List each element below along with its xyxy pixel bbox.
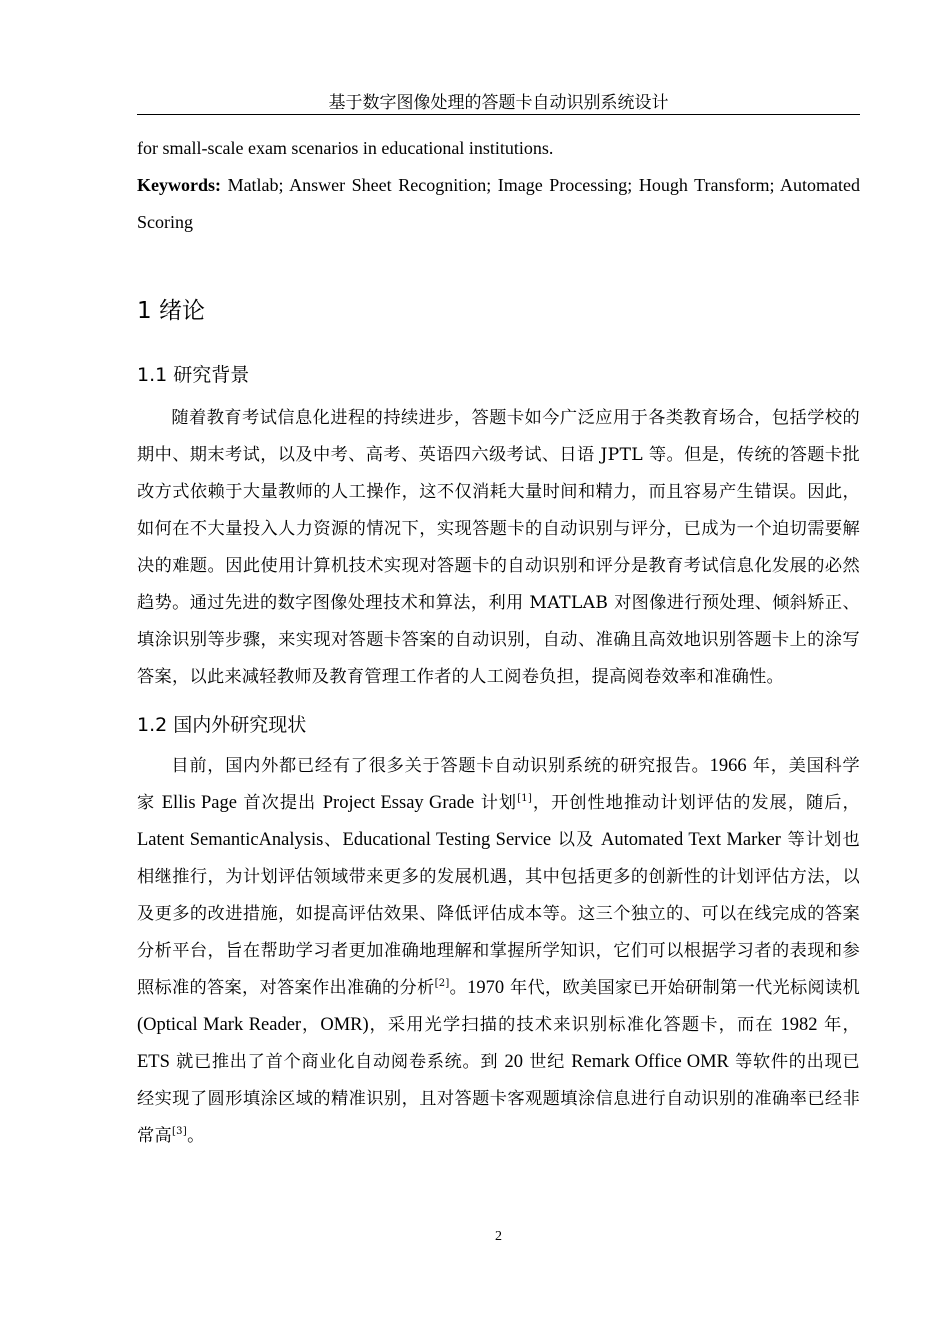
text-segment: 目前，国内外都已经有了很多关于答题卡自动识别系统的研究报告。 — [171, 756, 710, 776]
text-segment: 就已推出了首个商业化自动阅卷系统。到 — [169, 1052, 505, 1072]
running-header: 基于数字图像处理的答题卡自动识别系统设计 — [328, 93, 669, 113]
text-segment: ， — [301, 1015, 321, 1035]
text-segment: 首次提出 — [236, 793, 323, 813]
text-segment: 1970 — [467, 978, 505, 998]
text-segment: Remark Office OMR — [571, 1052, 729, 1072]
text-segment: ETS — [137, 1052, 170, 1072]
citation-1: [1] — [517, 793, 533, 804]
text-segment: 年，美国科学家 — [137, 756, 860, 813]
text-segment: 20 — [504, 1052, 524, 1072]
text-segment: ，采用光学扫描的技术来识别标准化答题卡，而在 — [368, 1015, 781, 1035]
text-segment: ，开创性地推动计划评估的发展，随后， — [532, 793, 860, 813]
text-segment: 等计划也相继推行，为计划评估领域带来更多的发展机遇，其中包括更多的创新性的计划评估方法，以及更多的改进措施，如提高评估效果、降低评估成本等。这三个独立的、可以在线完成的答案分析平台，旨在帮助学习者更加准确地理解和掌握所学知识，它们可以根据学习者的表现和参照标准的答案，对答案作出准确的分析 — [137, 830, 860, 998]
keywords-label: Keywords: — [137, 175, 221, 195]
keywords-line — [137, 167, 860, 241]
header-rule — [137, 114, 860, 115]
page-content — [137, 130, 860, 1155]
text-segment: 世纪 — [523, 1052, 572, 1072]
section-1-1-paragraph: 随着教育考试信息化进程的持续进步，答题卡如今广泛应用于各类教育场合，包括学校的期中、期末考试，以及中考、高考、英语四六级考试、日语 JPTL 等。但是，传统的答题卡批改方式依赖于大量教师的人工操作，这不仅消耗大量时间和精力，而且容易产生错误。因此，如何在不大量投入人力资源的情况下，实现答题卡的自动识别与评分，已成为一个迫切需要解决的难题。因此使用计算机技术实现对答题卡的自动识别和评分是教育考试信息化发展的必然趋势。通过先进的数字图像处理技术和算法，利用 MATLAB 对图像进行预处理、倾斜矫正、填涂识别等步骤，来实现对答题卡答案的自动识别，自动、准确且高效地识别答题卡上的涂写答案，以此来减轻教师及教育管理工作者的人工阅卷负担，提高阅卷效率和准确性。 — [137, 408, 860, 687]
section-1-2-paragraph — [137, 748, 860, 1155]
text-segment: 以及 — [551, 830, 602, 850]
text-segment: Project Essay Grade — [322, 793, 475, 813]
text-segment: 、 — [323, 830, 343, 850]
citation-2: [2] — [434, 978, 450, 989]
text-segment: Automated Text Marker — [601, 830, 781, 850]
page-number: 2 — [495, 1229, 502, 1244]
text-segment: Educational Testing Service — [342, 830, 552, 850]
text-segment: 年代，欧美国家已开始研制第一代光标阅读机 — [504, 978, 860, 998]
text-segment: 计划 — [474, 793, 518, 813]
text-segment: Latent SemanticAnalysis — [137, 830, 324, 850]
citation-3: [3] — [171, 1126, 188, 1137]
text-segment: OMR) — [320, 1015, 369, 1035]
text-segment: 1982 — [780, 1015, 818, 1035]
chapter-title: 1 绪论 — [137, 298, 205, 324]
text-segment: 1966 — [709, 756, 747, 776]
text-segment: 。 — [449, 978, 468, 998]
abstract-tail: for small-scale exam scenarios in educational institutions. — [137, 138, 554, 158]
section-1-1-title: 1.1 研究背景 — [137, 364, 250, 386]
text-segment: Ellis Page — [161, 793, 237, 813]
keywords-text: Matlab; Answer Sheet Recognition; Image Processing; Hough Transform; Automated Scoring — [137, 175, 860, 232]
text-segment: 。 — [187, 1126, 205, 1146]
section-1-2-title: 1.2 国内外研究现状 — [137, 714, 307, 736]
text-segment: 年， — [817, 1015, 860, 1035]
text-segment: (Optical Mark Reader — [137, 1015, 302, 1035]
text-segment: 等软件的出现已经实现了圆形填涂区域的精准识别，且对答题卡客观题填涂信息进行自动识别的准确率已经非常高 — [137, 1052, 860, 1146]
